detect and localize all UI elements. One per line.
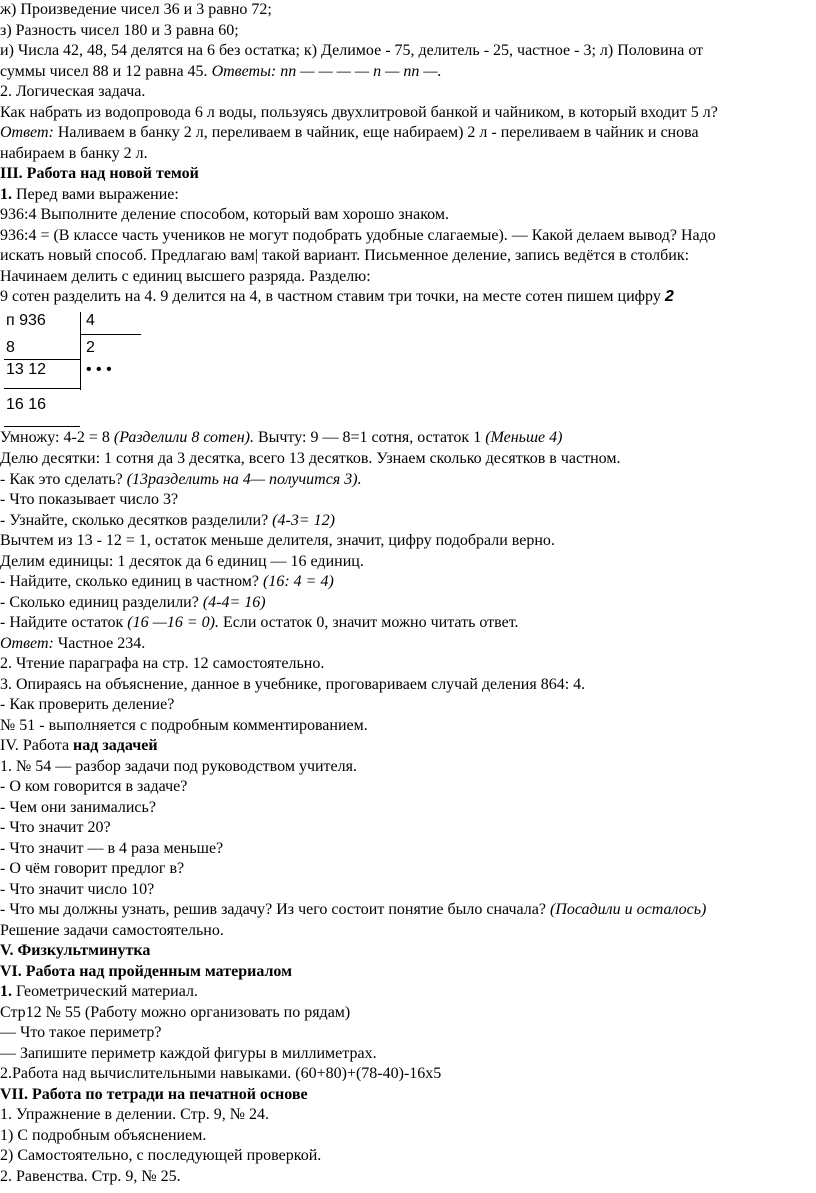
text-span: - Узнайте, сколько десятков разделили? [0,511,273,529]
text-line: № 51 - выполняется с подробным комментированием. [0,716,368,734]
text-line [0,185,179,206]
section-heading [0,736,158,757]
italic-span: (Посадили и осталось) [549,901,707,918]
italic-span: (13разделить на 4— получится 3). [126,470,362,488]
italic-span: (4-3= 12) [272,511,335,529]
text-line: набираем в банку 2 л. [0,144,148,162]
text-span: IV. Работа [0,737,74,754]
text-line: и) Числа 42, 48, 54 делятся на 6 без остатка; к) Делимое - 75, делитель - 25, частное - 3; л) Половина от [0,42,704,59]
text-line: Вычтем из 13 - 12 = 1, остаток меньше делителя, значит, цифру подобрали верно. [0,532,555,549]
text-line: з) Разность чисел 180 и 3 равна 60; [0,21,239,39]
text-line: - Что значит 20? [0,819,111,836]
text-line: - Что значит число 10? [0,880,155,898]
item-number: 1. [0,983,12,1000]
text-line: - Что показывает число 3? [0,491,179,508]
heading-text: III. Работа над новой темой [0,165,199,182]
text-line: - О чём говорит предлог в? [0,860,185,877]
text-line: 936:4 = (В классе часть учеников не могут подобрать удобные слагаемые). — Какой делаем вывод? Надо [0,226,716,244]
italic-span: (Разделили 8 сотен). [113,429,254,446]
subtraction-line [4,388,80,389]
text-line: Как набрать из водопровода 6 л воды, пользуясь двухлитровой банкой и чайником, в который входит 5 л? [0,103,718,121]
text-line: 1) С подробным объяснением. [0,1126,207,1144]
text-line [0,982,198,1003]
digit-two: 2 [664,288,674,305]
heading-text: V. Физкультминутка [0,942,151,959]
text-span: Перед вами выражение: [12,185,179,203]
division-divisor: 4 [86,312,95,329]
text-line: 936:4 Выполните деление способом, который вам хорошо знаком. [0,206,449,223]
text-span: - Найдите, сколько единиц в частном? [0,573,263,590]
text-line [0,428,562,449]
text-line [0,634,145,655]
answers-italic: Ответы: пп — — — — п — пп —. [211,62,442,80]
answer-label: Ответ: [0,634,54,652]
text-line [0,470,362,491]
division-subtrahend: 8 [6,339,15,356]
text-span: Наливаем в банку 2 л, переливаем в чайник, еще набираем) 2 л - переливаем в чайник и снова [53,124,699,141]
answer-label: Ответ: [0,124,54,141]
text-line: 1. Упражнение в делении. Стр. 9, № 24. [0,1106,270,1123]
quotient-dots: • • • [86,361,112,378]
text-line: 2. Логическая задача. [0,83,146,100]
text-line: - О ком говорится в задаче? [0,778,188,795]
text-line [0,572,334,593]
text-line [0,613,519,634]
text-line [0,593,266,614]
text-line [0,511,335,532]
italic-span: (16: 4 = 4) [263,573,334,590]
text-line: искать новый способ. Предлагаю вам| такой вариант. Письменное деление, запись ведётся в столбик: [0,247,690,264]
text-line: — Запишите периметр каждой фигуры в миллиметрах. [0,1044,377,1062]
subtraction-line [4,426,80,427]
text-line: 2. Чтение параграфа на стр. 12 самостоятельно. [0,655,325,672]
text-line: - Что значит — в 4 раза меньше? [0,839,224,857]
text-line: — Что такое периметр? [0,1024,162,1041]
text-span: - Как это сделать? [0,470,127,488]
heading-text: VII. Работа по тетради на печатной основе [0,1085,308,1103]
text-span: Умножу: 4-2 = 8 [0,429,114,446]
division-quotient: 2 [86,339,95,356]
italic-span: (4-4= 16) [202,593,266,611]
text-span: - Сколько единиц разделили? [0,593,203,611]
text-span: Геометрический материал. [12,983,198,1000]
text-line [0,900,706,921]
italic-span: (Меньше 4) [485,429,563,446]
text-line: 2.Работа над вычислительными навыками. (60+80)+(78-40)-16х5 [0,1065,442,1082]
division-remainder-row: 16 16 [6,396,47,413]
text-line: Начинаем делить с единиц высшего разряда. Разделю: [0,267,371,285]
text-line: ж) Произведение чисел 36 и 3 равно 72; [0,1,272,18]
section-heading [0,962,292,983]
text-line: Решение задачи самостоятельно. [0,921,224,939]
text-line: 2. Равенства. Стр. 9, № 25. [0,1167,181,1185]
text-line [0,287,674,308]
italic-span: (16 —16 = 0). [127,614,219,631]
item-number: 1. [0,185,12,203]
section-heading [0,1085,308,1106]
division-remainder-row: 13 12 [6,361,47,378]
text-span: суммы чисел 88 и 12 равна 45. [0,62,212,80]
text-span: Если остаток 0, значит можно читать ответ. [218,614,519,631]
text-line: Делю десятки: 1 сотня да 3 десятка, всего 13 десятков. Узнаем сколько десятков в частном. [0,450,621,467]
text-span: 9 сотен разделить на 4. 9 делится на 4, в частном ставим три точки, на месте сотен пишем цифру [0,288,665,305]
text-line: - Как проверить деление? [0,696,175,713]
text-span: - Что мы должны узнать, решив задачу? Из чего состоит понятие было сначала? [0,901,550,918]
text-line: 1. № 54 — разбор задачи под руководством учителя. [0,757,357,775]
text-span: Вычту: 9 — 8=1 сотня, остаток 1 [253,429,486,446]
division-dividend: п 936 [6,312,46,329]
divisor-underline [81,334,141,335]
text-span: - Найдите остаток [0,614,128,631]
text-line: 3. Опираясь на объяснение, данное в учебнике, проговариваем случай деления 864: 4. [0,675,586,693]
heading-text: VI. Работа над пройденным материалом [0,962,293,980]
heading-text: над задачей [73,737,158,754]
text-line: 2) Самостоятельно, с последующей проверкой. [0,1147,322,1164]
text-line [0,123,699,144]
text-line: - Чем они занимались? [0,798,156,816]
section-heading [0,941,150,962]
text-line: Делим единицы: 1 десяток да 6 единиц — 16 единиц. [0,552,364,570]
text-line: Стр12 № 55 (Работу можно организовать по рядам) [0,1003,351,1021]
section-heading [0,164,199,185]
division-vertical-bar [80,312,81,390]
text-line [0,62,442,83]
text-span: Частное 234. [53,634,146,652]
